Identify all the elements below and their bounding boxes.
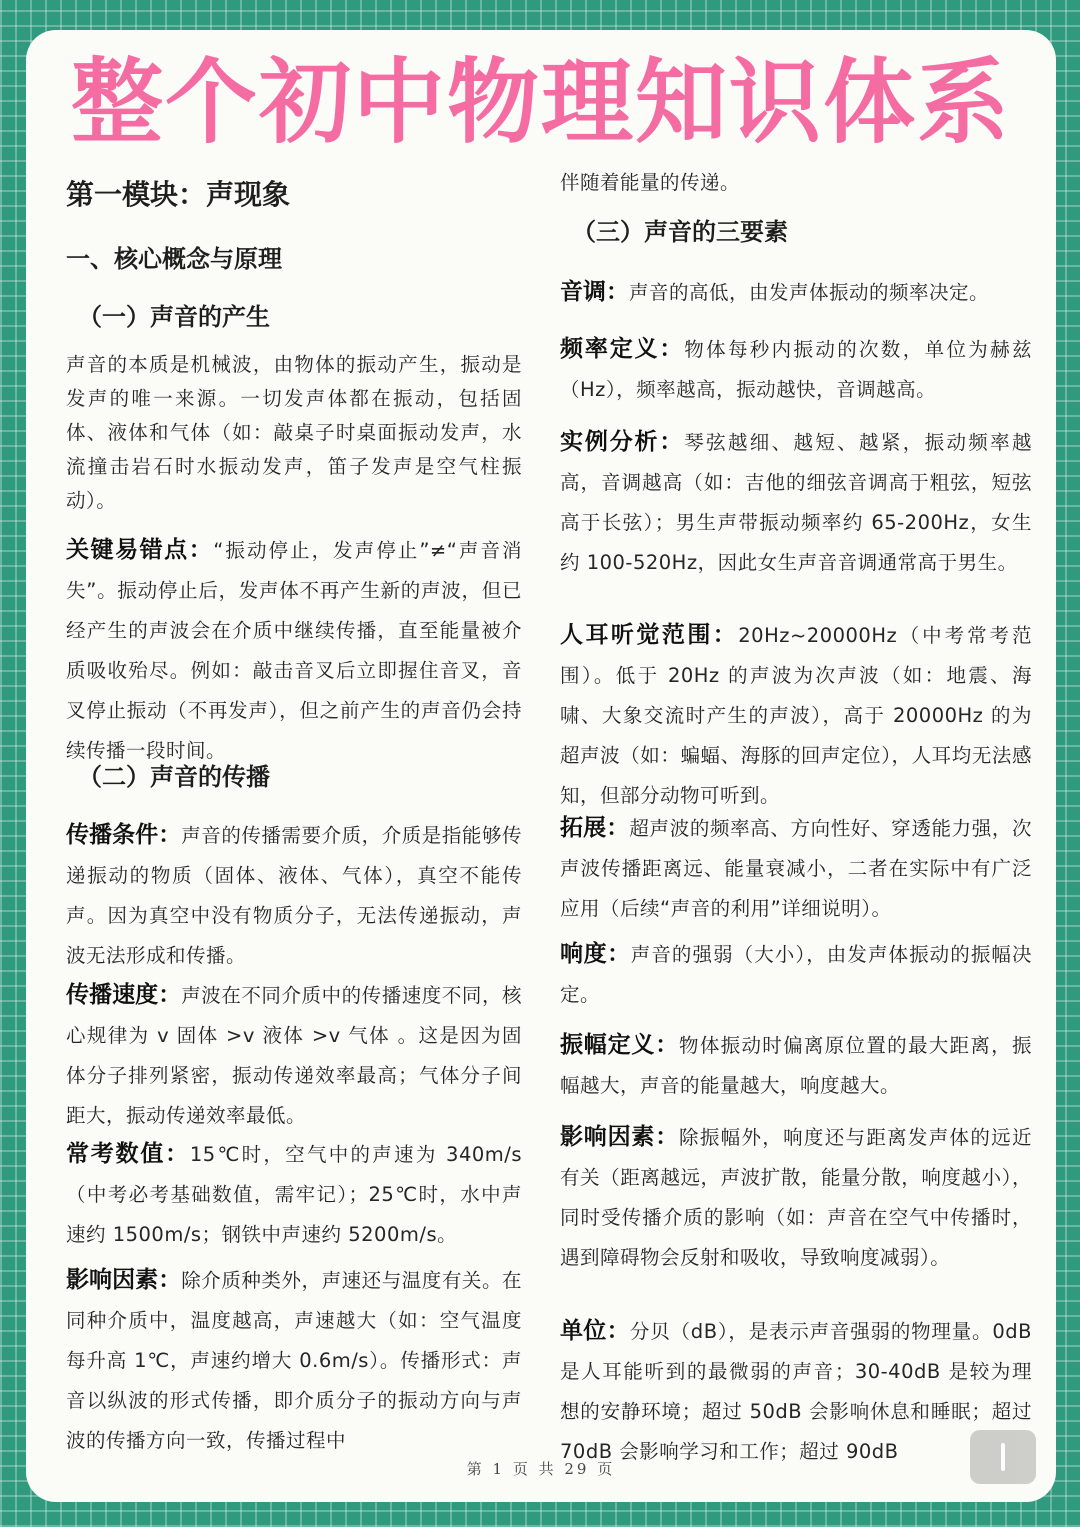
paragraph-propagation-speed [66,975,522,1136]
text-amplitude-definition: 物体振动时偏离原位置的最大距离，振幅越大，声音的能量越大，响度越大。 [560,1034,1032,1097]
label-frequency-definition: 频率定义： [560,336,685,362]
subsection-heading-propagation: （二）声音的传播 [78,763,270,791]
scroll-bar-icon [1001,1443,1005,1471]
paragraph-common-values [66,1134,522,1255]
label-propagation-speed: 传播速度： [66,982,182,1008]
paragraph-example-analysis [560,422,1032,583]
label-pitch: 音调： [560,279,629,305]
subsection-heading-three-elements: （三）声音的三要素 [572,218,788,246]
paragraph-continued: 伴随着能量的传递。 [560,171,741,194]
text-pitch: 声音的高低，由发声体振动的频率决定。 [629,281,990,304]
paragraph-propagation-condition [66,815,522,976]
label-extension: 拓展： [560,815,630,841]
label-influencing-factors: 影响因素： [66,1267,182,1293]
text-influencing-factors: 除介质种类外，声速还与温度有关。在同种介质中，温度越高，声速越大（如：空气温度每升高 1℃，声速约增大 0.6m/s）。传播形式：声音以纵波的形式传播，即介质分子的振动方向与声波的传播方向一致，传播过程中 [66,1269,522,1452]
document-title: 整个初中物理知识体系 [70,49,1011,156]
label-loudness-factors: 影响因素： [560,1124,680,1150]
paragraph-influencing-factors [66,1260,522,1461]
text-propagation-speed: 声波在不同介质中的传播速度不同，核心规律为 v 固体 >v 液体 >v 气体 。这是因为固体分子排列紧密，振动传递效率最高；气体分子间距大，振动传递效率最低。 [66,984,522,1127]
paragraph-loudness [560,934,1032,1015]
text-hearing-range: 20Hz~20000Hz（中考常考范围）。低于 20Hz 的声波为次声波（如：地震、海啸、大象交流时产生的声波），高于 20000Hz 的为超声波（如：蝙蝠、海豚的回声定位），人耳均无法感知，但部分动物可听到。 [560,624,1033,807]
text-frequency-definition: 物体每秒内振动的次数，单位为赫兹（Hz），频率越高，振动越快，音调越高。 [560,338,1032,401]
label-loudness: 响度： [560,941,631,967]
text-example-analysis: 琴弦越细、越短、越紧，振动频率越高，音调越高（如：吉他的细弦音调高于粗弦，短弦高于长弦）；男生声带振动频率约 65-200Hz，女生约 100-520Hz，因此女生声音音调通常高于男生。 [560,431,1032,574]
scroll-to-top-button[interactable] [970,1430,1036,1484]
label-common-values: 常考数值： [66,1141,190,1167]
label-hearing-range: 人耳听觉范围： [560,622,739,648]
text-common-values: 15℃时，空气中的声速为 340m/s（中考必考基础数值，需牢记）；25℃时，水中声速约 1500m/s；钢铁中声速约 5200m/s。 [66,1143,523,1246]
paragraph-frequency-definition [560,329,1032,410]
paragraph-key-mistake [66,530,522,771]
label-key-mistake: 关键易错点： [66,537,214,563]
label-unit: 单位： [560,1318,630,1344]
label-propagation-condition: 传播条件： [66,822,182,848]
module-heading: 第一模块：声现象 [66,178,291,211]
section-heading: 一、核心概念与原理 [66,245,282,273]
paragraph-loudness-factors [560,1117,1032,1278]
text-unit: 分贝（dB），是表示声音强弱的物理量。0dB 是人耳能听到的最微弱的声音；30-40dB 是较为理想的安静环境；超过 50dB 会影响休息和睡眠；超过 70dB 会影响学习和工作；超过 90dB [560,1320,1032,1463]
paragraph-pitch [560,272,1032,313]
text-loudness-factors: 除振幅外，响度还与距离发声体的远近有关（距离越远，声波扩散，能量分散，响度越小），同时受传播介质的影响（如：声音在空气中传播时，遇到障碍物会反射和吸收，导致响度减弱）。 [560,1126,1032,1269]
text-loudness: 声音的强弱（大小），由发声体振动的振幅决定。 [560,943,1032,1006]
text-key-mistake: “振动停止，发声停止”≠“声音消失”。振动停止后，发声体不再产生新的声波，但已经产生的声波会在介质中继续传播，直至能量被介质吸收殆尽。例如：敲击音叉后立即握住音叉，音叉停止振动（不再发声），但之前产生的声音仍会持续传播一段时间。 [66,539,523,762]
paragraph-hearing-range [560,615,1032,816]
text-propagation-condition: 声音的传播需要介质，介质是指能够传递振动的物质（固体、液体、气体），真空不能传声。因为真空中没有物质分子，无法传递振动，声波无法形成和传播。 [66,824,522,967]
document-page [26,30,1056,1502]
paragraph-amplitude-definition [560,1025,1032,1106]
label-amplitude-definition: 振幅定义： [560,1032,680,1058]
page-number: 第 1 页 共 29 页 [466,1460,616,1478]
paragraph-sound-production: 声音的本质是机械波，由物体的振动产生，振动是发声的唯一来源。一切发声体都在振动，包括固体、液体和气体（如：敲桌子时桌面振动发声，水流撞击岩石时水振动发声，笛子发声是空气柱振动）。 [66,353,522,512]
label-example-analysis: 实例分析： [560,429,685,455]
subsection-heading-production: （一）声音的产生 [78,303,270,331]
text-extension: 超声波的频率高、方向性好、穿透能力强，次声波传播距离远、能量衰减小，二者在实际中有广泛应用（后续“声音的利用”详细说明）。 [560,817,1032,920]
paragraph-extension [560,808,1032,929]
paragraph-unit [560,1311,1032,1472]
